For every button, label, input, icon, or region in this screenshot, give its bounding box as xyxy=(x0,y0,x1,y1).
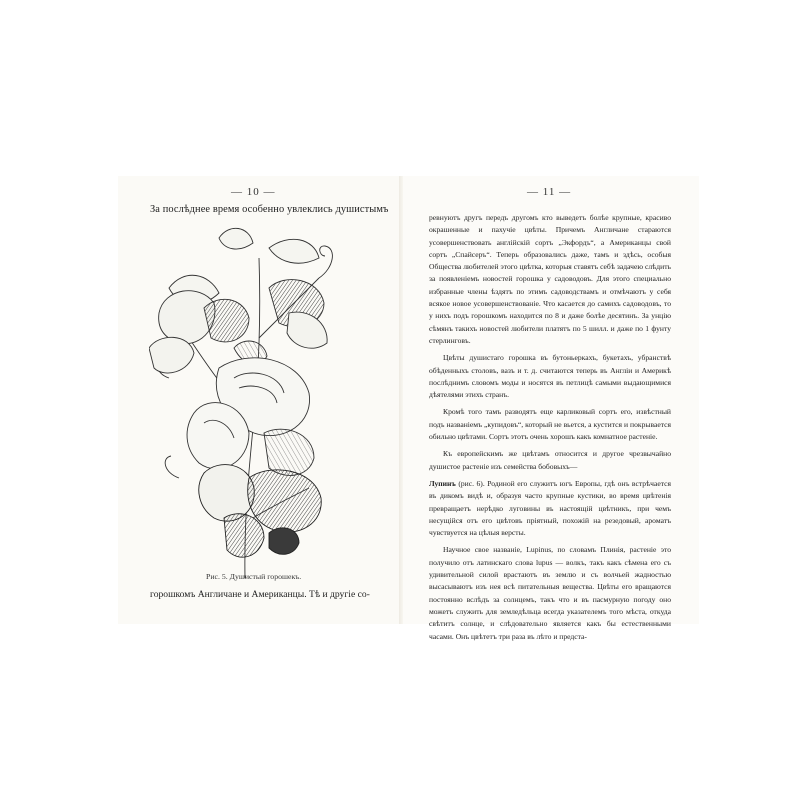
paragraph: Научное свое названіе, Lupinus, по словамъ Плинія, растеніе это получило отъ латинскаго слова lupus — волкъ, такъ какъ сѣмена его съ удивительной силой врастаютъ въ землю и съ волчьей жадностью высасываютъ изъ нея всѣ питательныя вещества. Цвѣты его вращаются постоянно вслѣдъ за солнцемъ, такъ что и въ пасмурную погоду оно можетъ служить для земледѣльца всегда указателемъ того мѣста, откуда свѣтитъ солнце, и слѣдовательно является какъ бы естественными часами. Онъ цвѣтетъ три раза въ лѣто и предста- xyxy=(429,545,671,641)
left-last-line: горошкомъ Англичане и Американцы. Тѣ и другіе со- xyxy=(150,589,370,600)
paragraph: Къ европейскимъ же цвѣтамъ относится и другое чрезвычайно душистое растеніе изъ семейства бобовыхъ— xyxy=(429,449,671,471)
right-page-body xyxy=(429,212,671,643)
paragraph: Цвѣты душистаго горошка въ бутоньеркахъ, букетахъ, убранствѣ обѣденныхъ столовъ, вазъ и т. д. считаются теперь въ Англіи и Америкѣ послѣднимъ словомъ моды и носятся въ петлицѣ самыми выдающимися дѣятелями этихъ странъ. xyxy=(429,353,671,400)
figure-caption: Рис. 5. Душистый горошекъ. xyxy=(206,572,302,581)
left-first-line: За послѣднее время особенно увлеклись душистымъ xyxy=(150,204,389,215)
sweet-pea-illustration xyxy=(149,218,339,578)
left-page-number: — 10 — xyxy=(231,186,276,198)
lupin-text: (рис. 6). Родиной его служитъ югъ Европы, гдѣ онъ встрѣчается въ дикомъ видѣ и, образуя часто крупные кустики, во время цвѣтенія превращаетъ нерѣдко луговины въ настоящій цвѣтникъ, при чемъ несущійся отъ его цвѣтовъ пріятный, похожій на резедовый, ароматъ чувствуется на цѣлыя версты. xyxy=(429,478,671,538)
lupin-term: Лупинъ xyxy=(429,478,456,488)
right-page-number: — 11 — xyxy=(527,186,572,198)
paragraph: ревнуютъ другъ передъ другомъ кто выведетъ болѣе крупные, красиво окрашенные и пахучіе цвѣты. Причемъ Англичане стараются усовершенствовать англійскій сортъ „Экфордъ“, а Американцы свой сортъ „Спайсеръ“. Теперь образовались даже, тамъ и здѣсь, особыя Общества любителей этого цвѣтка, которыя ставятъ себѣ задачею слѣдить за появленіемъ новостей горошка у садоводовъ. Для этого специально избранные члены ѣздятъ по этимъ садоводствамъ и отмѣчаютъ у себя всякое новое усовершенствованіе. Что касается до самихъ садоводовъ, то у нихъ подъ горошкомъ находится по 8 и даже болѣе десятинъ. За унцію сѣмянъ такихъ новостей любители платятъ по 5 шилл. и даже по 1 фунту стерлинговъ. xyxy=(429,213,671,345)
paragraph-lupin xyxy=(429,478,671,539)
paragraph: Кромѣ того тамъ разводятъ еще карликовый сортъ его, извѣстный подъ названіемъ „купидовъ“, который не вьется, а кустится и покрывается обильно цвѣтами. Сортъ этотъ очень хорошъ какъ комнатное растеніе. xyxy=(429,407,671,442)
